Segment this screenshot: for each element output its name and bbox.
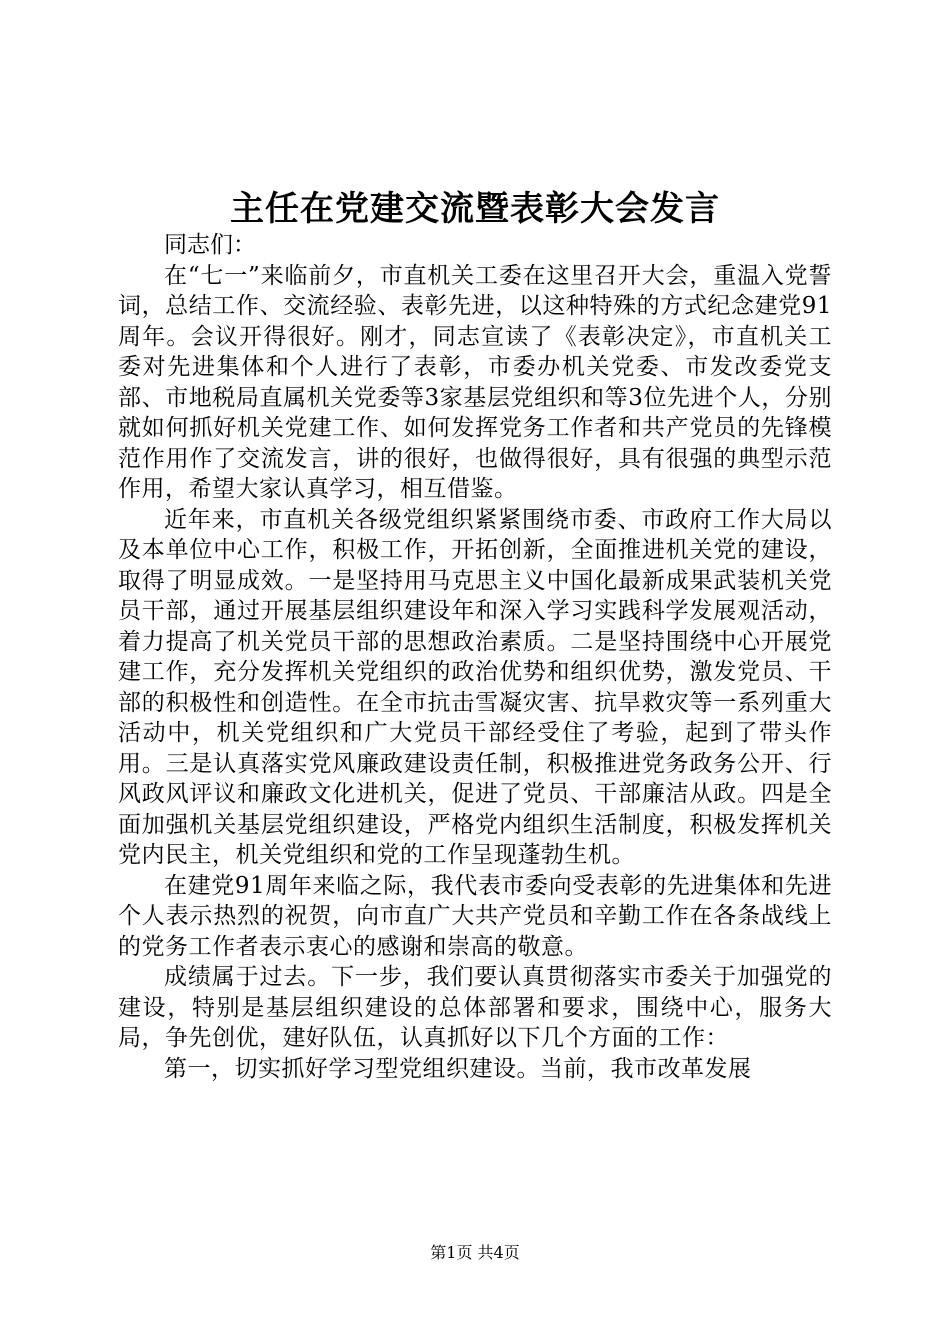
paragraph-1: 在“七一”来临前夕，市直机关工委在这里召开大会，重温入党誓词，总结工作、交流经验、表彰先进，以这种特殊的方式纪念建党91周年。会议开得很好。刚才，同志宣读了《表彰决定》，市直机关工委对先进集体和个人进行了表彰，市委办机关党委、市发改委党支部、市地税局直属机关党委等3家基层党组织和等3位先进个人，分别就如何抓好机关党建工作、如何发挥党务工作者和共产党员的先锋模范作用作了交流发言，讲的很好，也做得很好，具有很强的典型示范作用，希望大家认真学习，相互借鉴。: [118, 262, 832, 502]
paragraph-3: 在建党91周年来临之际，我代表市委向受表彰的先进集体和先进个人表示热烈的祝贺，向市直广大共产党员和辛勤工作在各条战线上的党务工作者表示衷心的感谢和崇高的敬意。: [118, 872, 832, 960]
document-body: [118, 230, 832, 1084]
paragraph-4: 成绩属于过去。下一步，我们要认真贯彻落实市委关于加强党的建设，特别是基层组织建设的总体部署和要求，围绕中心，服务大局，争先创优，建好队伍，认真抓好以下几个方面的工作：: [118, 964, 832, 1051]
paragraph-2: 近年来，市直机关各级党组织紧紧围绕市委、市政府工作大局以及本单位中心工作，积极工作，开拓创新，全面推进机关党的建设，取得了明显成效。一是坚持用马克思主义中国化最新成果武装机关党员干部，通过开展基层组织建设年和深入学习实践科学发展观活动，着力提高了机关党员干部的思想政治素质。二是坚持围绕中心开展党建工作，充分发挥机关党组织的政治优势和组织优势，激发党员、干部的积极性和创造性。在全市抗击雪凝灾害、抗旱救灾等一系列重大活动中，机关党组织和广大党员干部经受住了考验，起到了带头作用。三是认真落实党风廉政建设责任制，积极推进党务政务公开、行风政风评议和廉政文化进机关，促进了党员、干部廉洁从政。四是全面加强机关基层党组织建设，严格党内组织生活制度，积极发挥机关党内民主，机关党组织和党的工作呈现蓬勃生机。: [118, 506, 832, 868]
document-title: 主任在党建交流暨表彰大会发言: [230, 189, 720, 229]
salutation: 同志们：: [164, 232, 256, 258]
page-footer: 第1页 共4页: [430, 1243, 520, 1262]
paragraph-5: 第一，切实抓好学习型党组织建设。当前，我市改革发展: [164, 1055, 752, 1082]
